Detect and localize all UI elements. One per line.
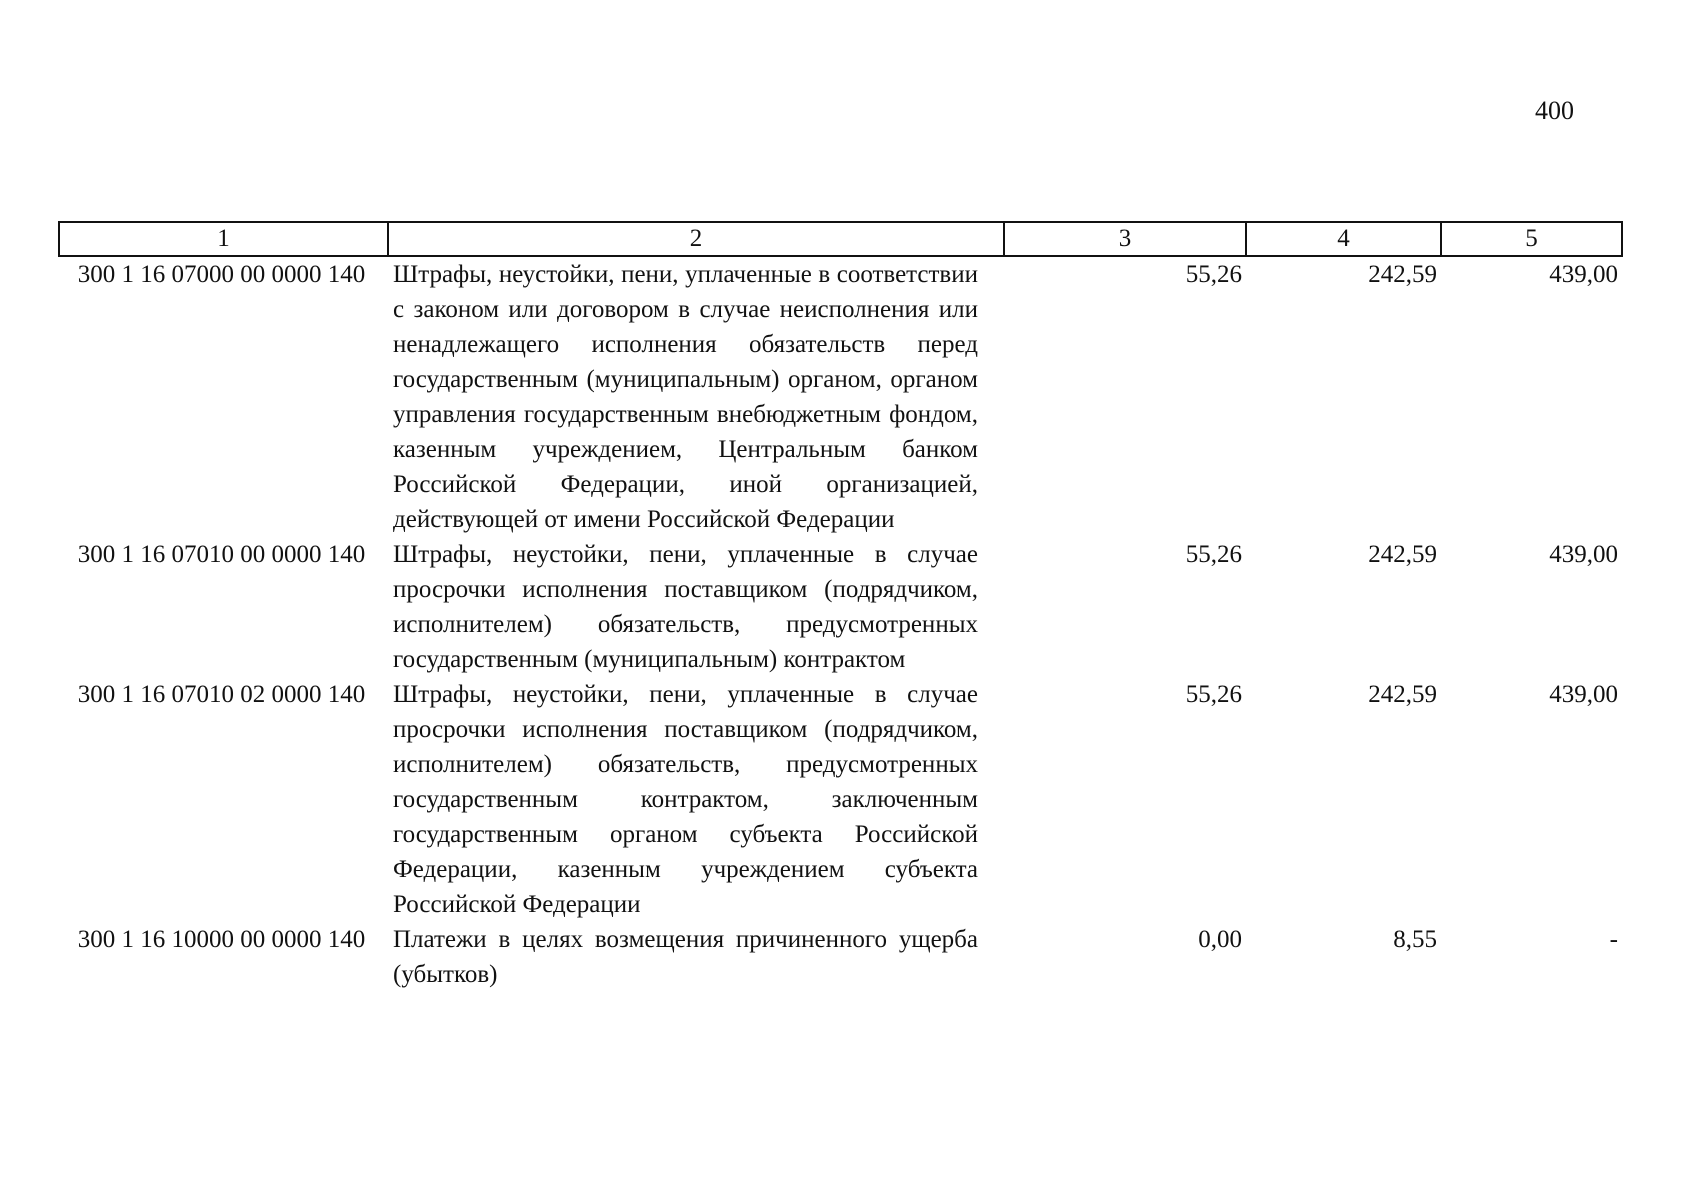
row-value-col4: 242,59	[1368, 541, 1437, 568]
row-code: 300 1 16 07000 00 0000 140	[77, 261, 366, 288]
row-code: 300 1 16 07010 00 0000 140	[77, 541, 366, 568]
page-number: 400	[1535, 96, 1574, 125]
header-col-1: 1	[59, 222, 388, 256]
row-value-col5: 439,00	[1549, 541, 1618, 568]
table-row	[59, 677, 1622, 922]
row-value-col5: 439,00	[1549, 681, 1618, 708]
header-col-5: 5	[1441, 222, 1622, 256]
row-description: Штрафы, неустойки, пени, уплаченные в случае просрочки исполнения поставщиком (подрядчиком, исполнителем) обязательств, предусмотренных государственным контрактом, заключенным государственным органом субъекта Российской Федерации, казенным учреждением субъекта Российской Федерации	[393, 681, 978, 918]
row-value-col3: 55,26	[1185, 261, 1242, 288]
row-description: Штрафы, неустойки, пени, уплаченные в случае просрочки исполнения поставщиком (подрядчиком, исполнителем) обязательств, предусмотренных государственным (муниципальным) контрактом	[393, 541, 978, 673]
table-row	[59, 537, 1622, 677]
row-value-col4: 8,55	[1393, 926, 1437, 953]
table-header-row	[59, 222, 1622, 256]
row-value-col5: -	[1609, 926, 1618, 953]
budget-table	[58, 221, 1623, 992]
row-value-col4: 242,59	[1368, 261, 1437, 288]
row-value-col4: 242,59	[1368, 681, 1437, 708]
row-code: 300 1 16 10000 00 0000 140	[77, 926, 366, 953]
row-code: 300 1 16 07010 02 0000 140	[77, 681, 366, 708]
row-value-col3: 55,26	[1185, 681, 1242, 708]
header-col-3: 3	[1004, 222, 1246, 256]
row-description: Платежи в целях возмещения причиненного ущерба (убытков)	[393, 926, 978, 988]
row-value-col3: 55,26	[1185, 541, 1242, 568]
row-description: Штрафы, неустойки, пени, уплаченные в соответствии с законом или договором в случае неисполнения или ненадлежащего исполнения обязательств перед государственным (муниципальным) органом, органом управления государственным внебюджетным фондом, казенным учреждением, Центральным банком Российской Федерации, иной организацией, действующей от имени Российской Федерации	[393, 261, 978, 533]
header-col-4: 4	[1246, 222, 1441, 256]
header-col-2: 2	[388, 222, 1004, 256]
table-row	[59, 922, 1622, 992]
row-value-col5: 439,00	[1549, 261, 1618, 288]
table-row	[59, 256, 1622, 537]
row-value-col3: 0,00	[1198, 926, 1242, 953]
